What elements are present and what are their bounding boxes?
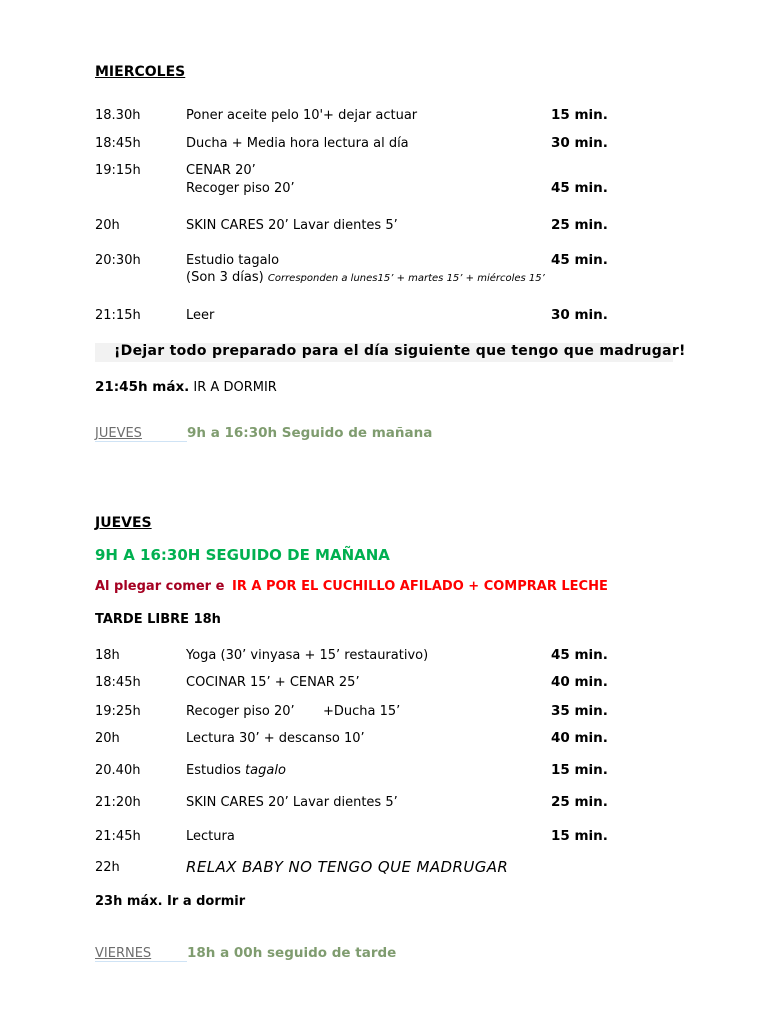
duration-cell: 35 min. bbox=[551, 703, 608, 719]
link-underline bbox=[95, 961, 187, 962]
activity-cell: Leer bbox=[186, 308, 215, 323]
relax-text: RELAX BABY NO TENGO QUE MADRUGAR bbox=[186, 858, 509, 876]
activity-text: Estudios bbox=[186, 763, 246, 778]
time-cell: 21:45h bbox=[95, 829, 141, 844]
duration-cell: 45 min. bbox=[551, 180, 608, 196]
time-cell: 19:15h bbox=[95, 163, 141, 178]
activity-italic: tagalo bbox=[245, 763, 286, 778]
duration-cell: 40 min. bbox=[551, 730, 608, 746]
time-cell: 19:25h bbox=[95, 704, 141, 719]
duration-cell: 15 min. bbox=[551, 828, 608, 844]
time-cell: 22h bbox=[95, 860, 120, 875]
activity-cell: Estudio tagalo bbox=[186, 253, 280, 268]
time-cell: 21:20h bbox=[95, 795, 141, 810]
duration-cell: 30 min. bbox=[551, 135, 608, 151]
activity-cell-line2: Recoger piso 20’ bbox=[186, 181, 295, 196]
duration-cell: 15 min. bbox=[551, 107, 608, 123]
bedtime-text: IR A DORMIR bbox=[189, 380, 277, 395]
activity-cell: Yoga (30’ vinyasa + 15’ restaurativo) bbox=[186, 648, 429, 663]
activity-cell: SKIN CARES 20’ Lavar dientes 5’ bbox=[186, 795, 398, 810]
activity-cell bbox=[186, 763, 286, 778]
duration-cell: 45 min. bbox=[551, 647, 608, 663]
jueves-heading: JUEVES bbox=[95, 515, 152, 531]
time-cell: 20h bbox=[95, 731, 120, 746]
time-cell: 18h bbox=[95, 648, 120, 663]
activity-cell: Lectura bbox=[186, 829, 235, 844]
errand-text: IR A POR EL CUCHILLO AFILADO + COMPRAR LECHE bbox=[232, 579, 608, 594]
reminder-text: ¡Dejar todo preparado para el día siguiente que tengo que madrugar! bbox=[114, 343, 686, 359]
activity-cell: CENAR 20’ bbox=[186, 163, 256, 178]
miercoles-bedtime bbox=[95, 379, 277, 395]
viernes-summary: 18h a 00h seguido de tarde bbox=[187, 945, 397, 961]
time-cell: 18:45h bbox=[95, 136, 141, 151]
errand-prefix: Al plegar comer e bbox=[95, 579, 225, 594]
time-cell: 20.40h bbox=[95, 763, 141, 778]
time-cell: 18.30h bbox=[95, 108, 141, 123]
time-cell: 20h bbox=[95, 218, 120, 233]
activity-cell: SKIN CARES 20’ Lavar dientes 5’ bbox=[186, 218, 398, 233]
jueves-summary: 9h a 16:30h Seguido de mañana bbox=[187, 425, 433, 441]
duration-cell: 40 min. bbox=[551, 674, 608, 690]
activity-cell: Poner aceite pelo 10'+ dejar actuar bbox=[186, 108, 418, 123]
viernes-link[interactable]: VIERNES bbox=[95, 946, 152, 961]
time-cell: 18:45h bbox=[95, 675, 141, 690]
duration-cell: 25 min. bbox=[551, 217, 608, 233]
duration-cell: 30 min. bbox=[551, 307, 608, 323]
duration-cell: 45 min. bbox=[551, 252, 608, 268]
jueves-bedtime: 23h máx. Ir a dormir bbox=[95, 894, 246, 909]
note-small: Corresponden a lunes15’ + martes 15’ + miércoles 15’ bbox=[267, 273, 545, 284]
afternoon-label: TARDE LIBRE 18h bbox=[95, 612, 221, 627]
activity-cell: Recoger piso 20’ bbox=[186, 704, 295, 719]
activity-extra: +Ducha 15’ bbox=[323, 704, 401, 719]
duration-cell: 25 min. bbox=[551, 794, 608, 810]
activity-note bbox=[186, 270, 545, 285]
activity-cell: COCINAR 15’ + CENAR 25’ bbox=[186, 675, 360, 690]
jueves-subheading: 9H A 16:30H SEGUIDO DE MAÑANA bbox=[95, 546, 390, 564]
activity-cell: Lectura 30’ + descanso 10’ bbox=[186, 731, 365, 746]
note-prefix: (Son 3 días) bbox=[186, 270, 268, 285]
miercoles-heading: MIERCOLES bbox=[95, 64, 186, 80]
jueves-link[interactable]: JUEVES bbox=[95, 426, 142, 441]
time-cell: 21:15h bbox=[95, 308, 141, 323]
duration-cell: 15 min. bbox=[551, 762, 608, 778]
activity-cell: Ducha + Media hora lectura al día bbox=[186, 136, 409, 151]
time-cell: 20:30h bbox=[95, 253, 141, 268]
link-underline bbox=[95, 441, 187, 442]
bedtime-bold: 21:45h máx. bbox=[95, 379, 190, 395]
